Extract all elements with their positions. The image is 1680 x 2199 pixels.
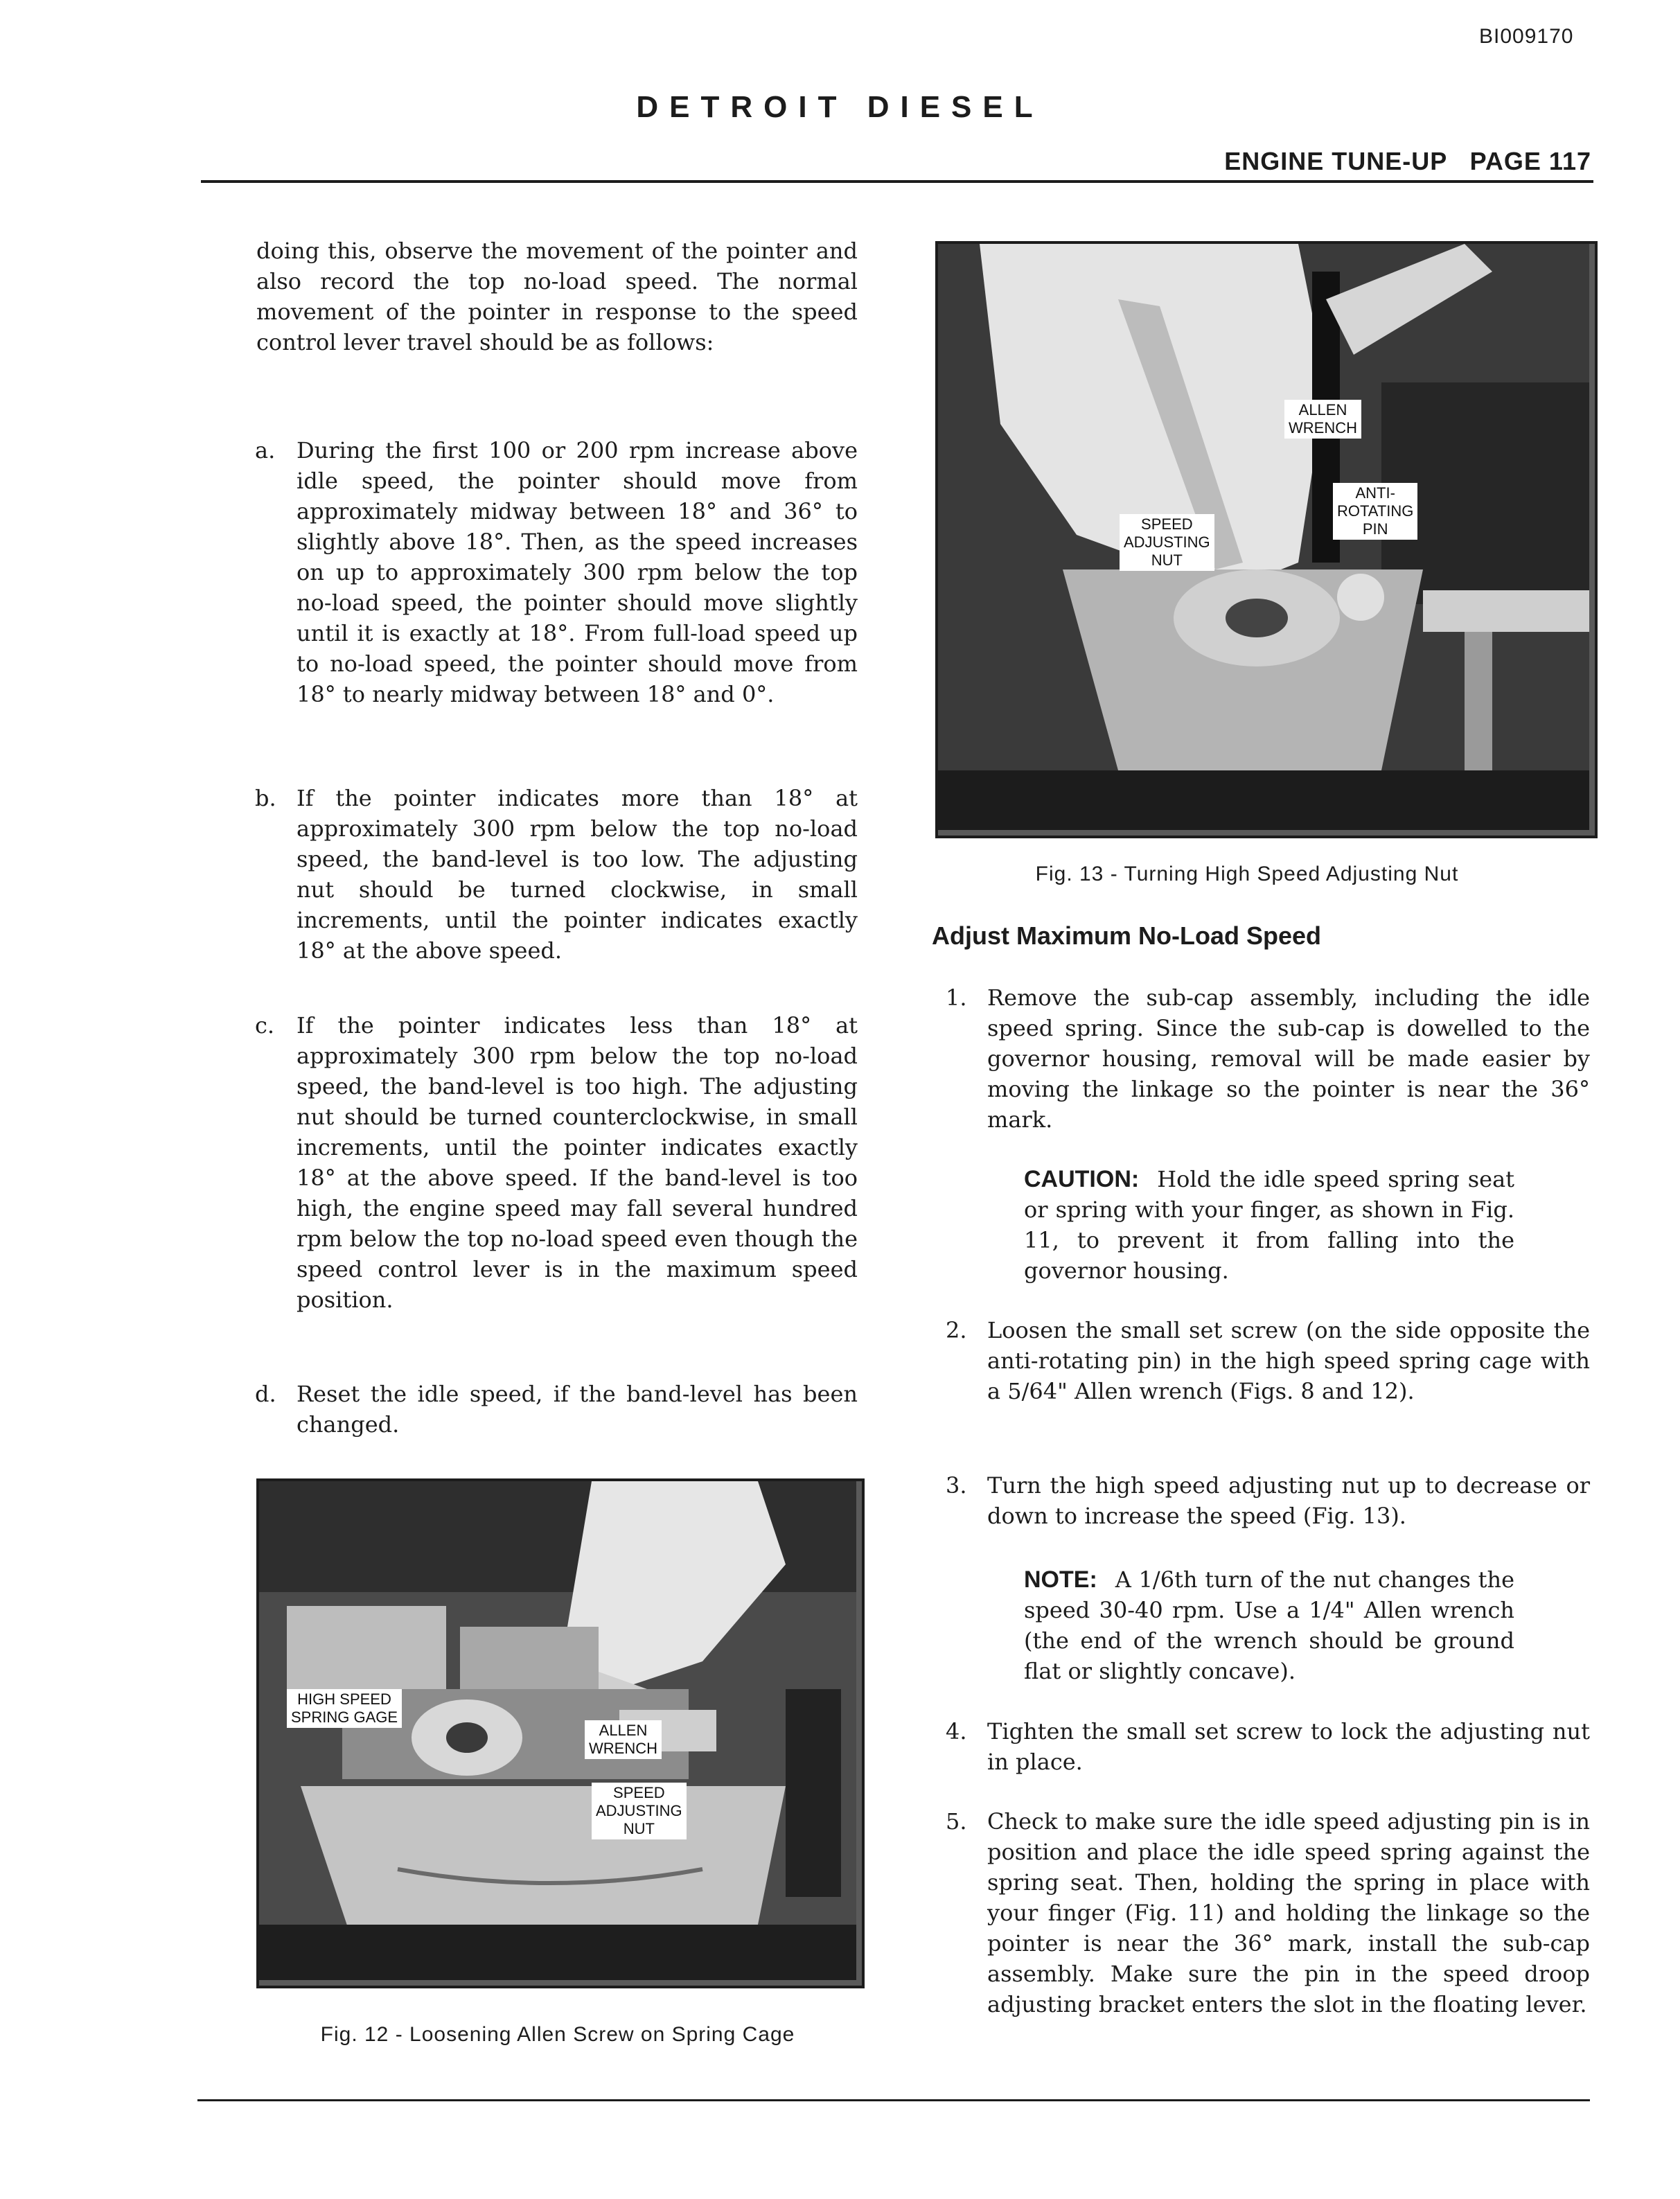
list-text: Reset the idle speed, if the band-level has been changed.	[297, 1381, 858, 1438]
intro-paragraph: doing this, observe the movement of the pointer and also record the top no-load speed. The normal movement of the pointer in response to the speed control lever travel should be as follows:	[256, 238, 858, 355]
step-text: Check to make sure the idle speed adjusting pin is in position and place the idle speed spring against the spring seat. Then, holding the spring in place with your finger (Fig. 11) and holding the linkage so the pointer is near the 36° mark, install the sub-cap assembly. Make sure the pin in the speed droop adjusting bracket enters the slot in the floating lever.	[987, 1808, 1590, 2017]
callout-speed-adjusting-nut: SPEED ADJUSTING NUT	[1120, 514, 1214, 571]
step-marker: 1.	[946, 984, 967, 1011]
list-marker: a.	[255, 437, 276, 463]
header-rule	[201, 180, 1593, 183]
list-text: If the pointer indicates less than 18° at approximately 300 rpm below the top no-load speed, the band-level is too high. The adjusting nut should be turned counterclockwise, in small increments, until the pointer indicates exactly 18° at the above speed. If the band-level is too high, the engine speed may fall several hundred rpm below the top no-load speed even though the speed control lever is in the maximum speed position.	[297, 1012, 858, 1313]
callout-high-speed-spring-gage: HIGH SPEED SPRING GAGE	[287, 1689, 402, 1728]
figure-12-caption: Fig. 12 - Loosening Allen Screw on Spring Cage	[320, 2023, 795, 2046]
list-marker: c.	[255, 1012, 275, 1039]
caution-text: Hold the idle speed spring seat or spring with your finger, as shown in Fig. 11, to prevent it from falling into the governor housing.	[1024, 1166, 1514, 1284]
figure-13-caption: Fig. 13 - Turning High Speed Adjusting Nut	[1035, 863, 1459, 885]
governor-spring-cage-illustration	[259, 1481, 856, 1980]
step-text: Tighten the small set screw to lock the adjusting nut in place.	[987, 1718, 1590, 1775]
step-5	[946, 1806, 1590, 2020]
step-marker: 5.	[946, 1808, 967, 1835]
list-item-b	[255, 783, 858, 966]
caution-label: CAUTION:	[1024, 1166, 1140, 1192]
step-marker: 2.	[946, 1317, 967, 1343]
list-marker: d.	[255, 1381, 276, 1407]
list-item-c	[255, 1010, 858, 1315]
footer-rule	[197, 2099, 1590, 2101]
step-marker: 4.	[946, 1718, 967, 1745]
caution-block	[1024, 1164, 1514, 1286]
list-text: During the first 100 or 200 rpm increase above idle speed, the pointer should move from approximately midway between 18° and 36° to slightly above 18°. Then, as the speed increases on up to approximately 300 rpm below the top no-load speed, the pointer should move slightly until it is exactly at 18°. From full-load speed up to no-load speed, the pointer should move from 18° to nearly midway between 18° and 0°.	[297, 437, 858, 707]
step-text: Turn the high speed adjusting nut up to decrease or down to increase the speed (Fig. 13).	[987, 1472, 1590, 1529]
subheading-adjust-max-no-load-speed: Adjust Maximum No-Load Speed	[932, 921, 1322, 950]
step-4	[946, 1716, 1590, 1777]
note-text: A 1/6th turn of the nut changes the speed 30-40 rpm. Use a 1/4" Allen wrench (the end of the wrench should be ground flat or slightly concave).	[1024, 1566, 1514, 1684]
callout-speed-adjusting-nut: SPEED ADJUSTING NUT	[592, 1783, 687, 1839]
list-item-a	[255, 435, 858, 709]
figure-13-photo	[935, 241, 1598, 838]
step-marker: 3.	[946, 1472, 967, 1499]
list-text: If the pointer indicates more than 18° at approximately 300 rpm below the top no-load speed, the band-level is too low. The adjusting nut should be turned clockwise, in small increments, until the pointer indicates exactly 18° at the above speed.	[297, 785, 858, 964]
note-label: NOTE:	[1024, 1566, 1097, 1593]
adjusting-nut-hand-illustration	[938, 244, 1589, 830]
step-3	[946, 1470, 1590, 1531]
step-text: Loosen the small set screw (on the side opposite the anti-rotating pin) in the high speed spring cage with a 5/64" Allen wrench (Figs. 8 and 12).	[987, 1317, 1590, 1404]
step-text: Remove the sub-cap assembly, including the idle speed spring. Since the sub-cap is dowelled to the governor housing, removal will be made easier by moving the linkage so the pointer is near the 36° mark.	[987, 984, 1590, 1133]
brand-title: DETROIT DIESEL	[636, 90, 1044, 124]
step-2	[946, 1315, 1590, 1406]
list-item-d	[255, 1379, 858, 1440]
callout-allen-wrench: ALLEN WRENCH	[1284, 400, 1361, 439]
step-1	[946, 982, 1590, 1135]
callout-anti-rotating-pin: ANTI- ROTATING PIN	[1333, 483, 1417, 540]
note-block	[1024, 1564, 1514, 1686]
figure-12-photo	[256, 1478, 865, 1988]
list-marker: b.	[255, 785, 276, 811]
section-page-label: ENGINE TUNE-UP PAGE 117	[1224, 147, 1591, 175]
document-id: BI009170	[1479, 25, 1574, 48]
callout-allen-wrench: ALLEN WRENCH	[585, 1720, 662, 1759]
